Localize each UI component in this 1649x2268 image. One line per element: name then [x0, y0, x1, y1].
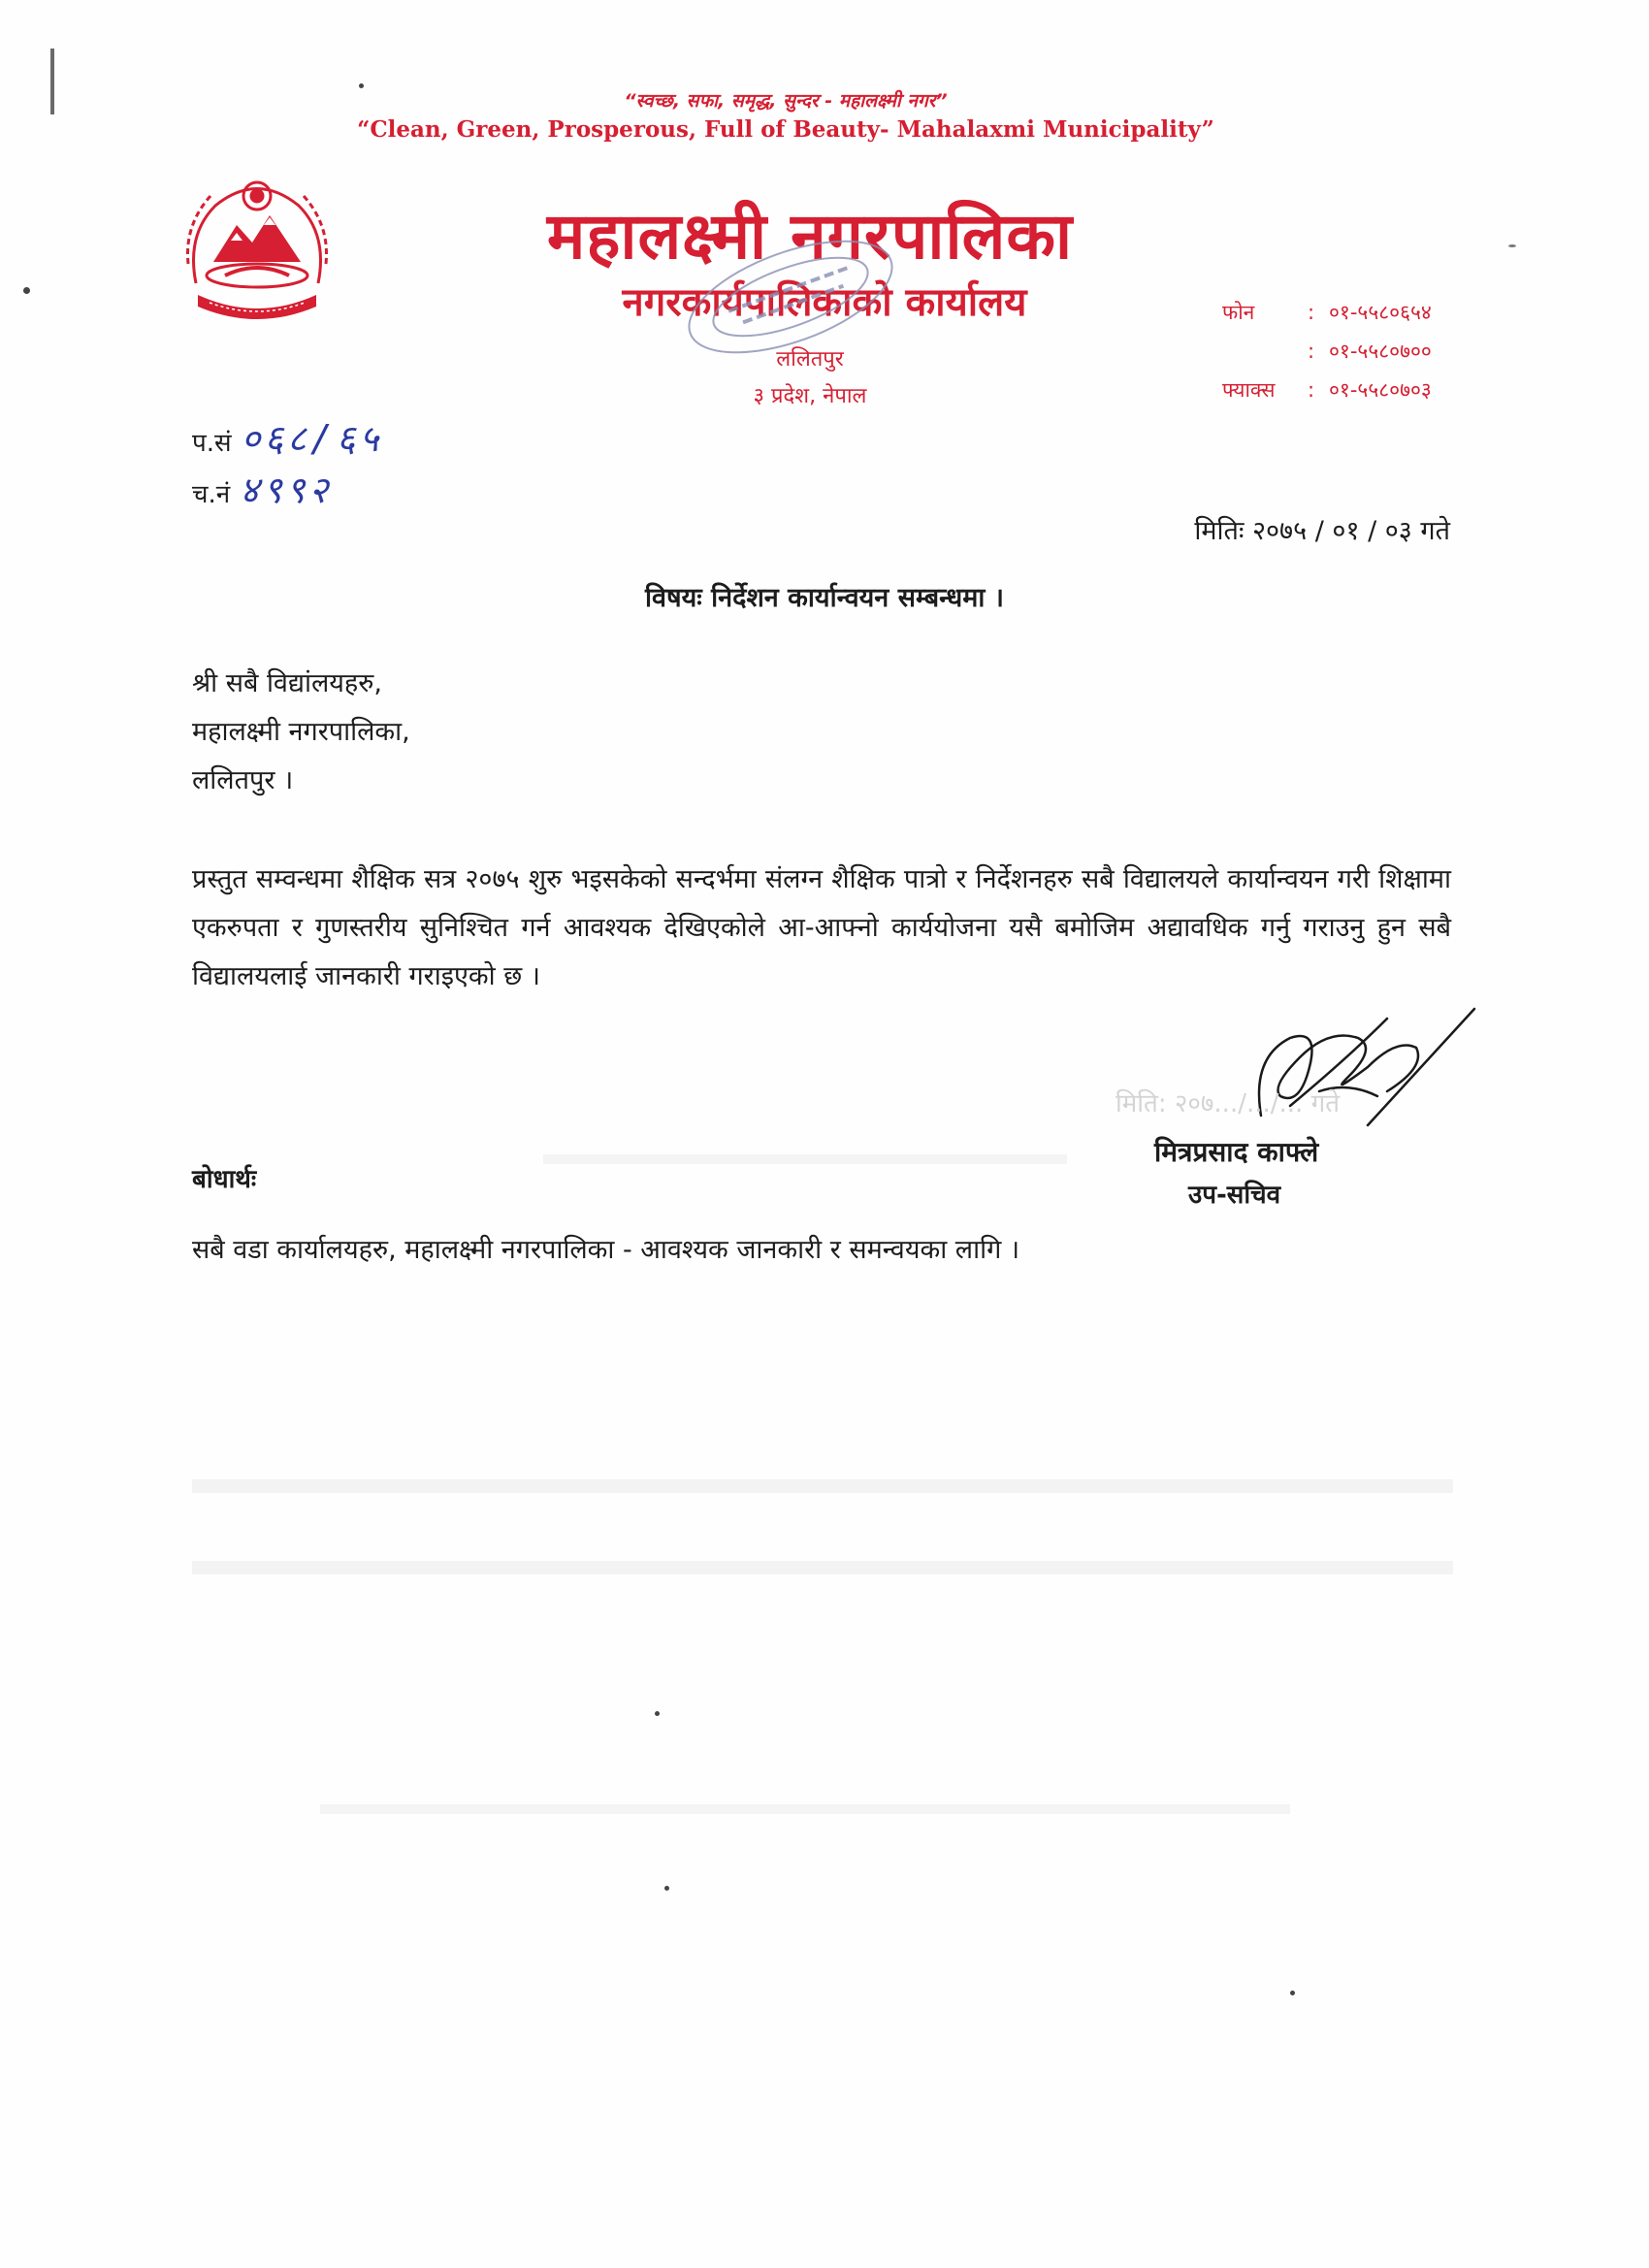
office-name: नगरकार्यपालिकाको कार्यालय: [622, 280, 1027, 325]
contact-label: फोन: [1222, 301, 1255, 324]
scan-speck: [23, 287, 30, 294]
contact-value: ०१-५५८०७००: [1329, 340, 1432, 363]
ref-ps-value: ०६८/६५: [241, 417, 383, 460]
addressee-block: [192, 660, 410, 805]
contact-phone-1: फोन : ०१-५५८०६५४: [1222, 293, 1432, 332]
signatory-name: मित्रप्रसाद काफ्ले: [1154, 1136, 1319, 1168]
body-paragraph: प्रस्तुत सम्वन्धमा शैक्षिक सत्र २०७५ शुरु भइसकेको सन्दर्भमा संलग्न शैक्षिक पात्रो र निर्देशनहरु सबै विद्यालयले कार्यान्वयन गरी शिक्षामा एकरुपता र गुणस्तरीय सुनिश्चित गर्न आवश्यक देखिएकोले आ-आफ्नो कार्ययोजना यसै बमोजिम अद्यावधिक गर्नु गराउनु हुन सबै विद्यालयलाई जानकारी गराइएको छ ।: [192, 864, 1451, 991]
office-province: ३ प्रदेश, नेपाल: [753, 384, 867, 408]
bleed-through-lines: [192, 1479, 1453, 1574]
org-name: महालक्ष्मी नगरपालिका: [546, 199, 1074, 274]
bleed-through-line: [543, 1154, 1067, 1164]
reference-block: [192, 415, 382, 518]
faded-date-stamp: मिति: २०७.../.../... गते: [1116, 1089, 1341, 1118]
scan-speck: [359, 83, 364, 88]
scan-speck: [1290, 1991, 1295, 1995]
ref-ps-label: प.सं: [192, 429, 232, 458]
addressee-line: ललितपुर ।: [192, 765, 294, 795]
letter-subject: विषयः निर्देशन कार्यान्वयन सम्बन्धमा ।: [645, 583, 1004, 613]
addressee-line: श्री सबै विद्यांलयहरु,: [192, 668, 382, 698]
signatory-title: उप-सचिव: [1188, 1181, 1281, 1210]
contact-label: फ्याक्स: [1222, 378, 1276, 402]
letter-date: मितिः २०७५ / ०१ / ०३ गते: [1194, 516, 1450, 546]
contact-value: ०१-५५८०६५४: [1329, 301, 1432, 324]
addressee-line: महालक्ष्मी नगरपालिका,: [192, 717, 410, 747]
slogan-nepali: “स्वच्छ, सफा, समृद्ध, सुन्दर - महालक्ष्मी नगर”: [624, 90, 948, 112]
bleed-through-line: [320, 1804, 1290, 1814]
letter-body: [192, 856, 1451, 1001]
ref-cn-label: च.नं: [192, 480, 231, 509]
slogan-english: “Clean, Green, Prosperous, Full of Beauty- Mahalaxmi Municipality”: [357, 116, 1214, 143]
ref-cn-value: ४९९२: [240, 469, 333, 511]
scan-speck: [655, 1711, 660, 1716]
cc-text: सबै वडा कार्यालयहरु, महालक्ष्मी नगरपालिका - आवश्यक जानकारी र समन्वयका लागि ।: [192, 1235, 1020, 1265]
scan-speck: [664, 1886, 669, 1891]
nepal-emblem-icon: [177, 167, 338, 322]
contact-fax: फ्याक्स : ०१-५५८०७०३: [1222, 371, 1432, 409]
cc-label: बोधार्थः: [192, 1165, 257, 1194]
contact-phone-2: : ०१-५५८०७००: [1308, 340, 1432, 363]
contact-value: ०१-५५८०७०३: [1329, 378, 1432, 402]
ref-patra-sankhya: [192, 415, 382, 467]
ref-chalani-number: [192, 467, 382, 518]
scan-speck: [1508, 244, 1516, 247]
office-city: ललितपुर: [776, 347, 844, 372]
contact-block: [1222, 293, 1432, 409]
